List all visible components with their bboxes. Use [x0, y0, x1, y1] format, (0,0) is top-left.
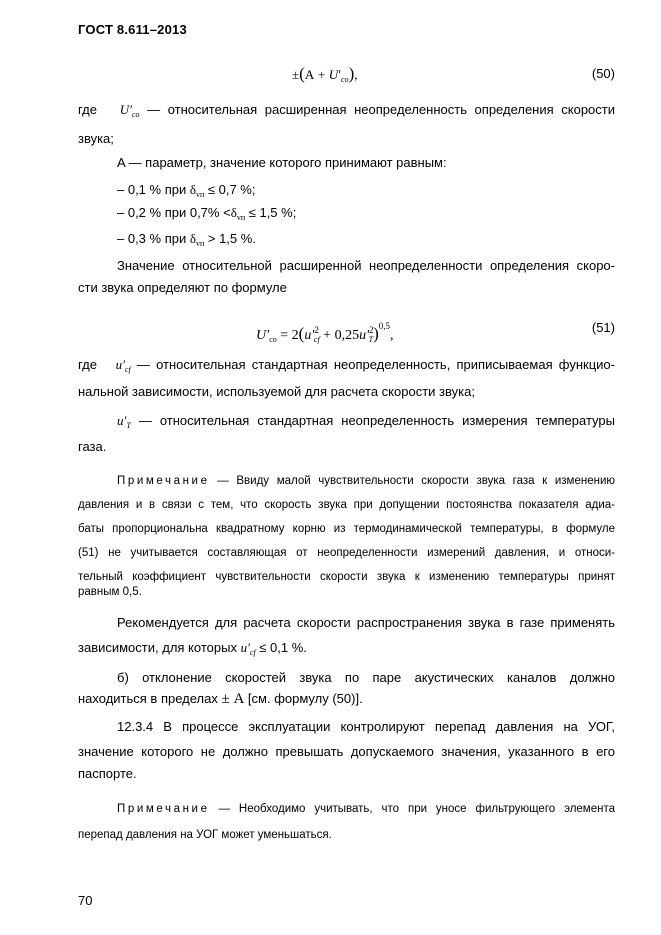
clause-12-3-4-line-3: паспорте.	[78, 766, 137, 781]
note-1-line-2: давления и в связи с тем, что скорость звука при допущении постоянства показателя адиа-	[78, 499, 615, 511]
equation-50: $\pm(A + U'_{co})$,	[292, 64, 358, 84]
note-2-line-1: Примечание — Необходимо учитывать, что при уносе фильтрующего элемента	[117, 803, 615, 815]
case-1: – 0,1 % при $\delta_{vп} \le 0,7$ %;	[117, 182, 256, 199]
document-header: ГОСТ 8.611–2013	[78, 22, 187, 37]
definition-uco-cont: звука;	[78, 131, 114, 146]
page-number: 70	[78, 893, 93, 908]
recommendation-line-2: зависимости, для которых $u'_{cf} \le 0,1$ %.	[78, 640, 307, 657]
definition-ut: $u'_T$ — относительная стандартная неопределенность измерения температуры	[117, 413, 615, 430]
param-a-text: A — параметр, значение которого принимают равным:	[117, 155, 447, 170]
equation-50-number: (50)	[591, 66, 615, 81]
note-1-line-5: тельный коэффициент чувствительности скорости звука к изменению температуры принят	[78, 571, 615, 583]
equation-51-number: (51)	[591, 320, 615, 335]
clause-12-3-4-line-2: значение которого не должно превышать допускаемого значения, указанного в его	[78, 744, 615, 759]
equation-51: $U'_{co} = 2(u'^2_{cf} + 0,25u'^2_T)^{0,5}$,	[256, 321, 394, 344]
case-3: – 0,3 % при $\delta_{vп} > 1,5$ %.	[117, 231, 256, 248]
definition-uco: где $U'_{co}$ — относительная расширенная неопределенность определения скорости	[78, 102, 615, 119]
paragraph-formula-intro-l1: Значение относительной расширенной неопределенности определения скоро-	[117, 258, 615, 273]
note-1-line-3: баты пропорциональна квадратному корню из термодинамической температуры, в формуле	[78, 523, 615, 535]
definition-ucf: где $u'_{cf}$ — относительная стандартная неопределенность, приписываемая функцио-	[78, 357, 615, 374]
note-1-line-1: Примечание — Ввиду малой чувствительности скорости звука газа к изменению	[117, 475, 615, 487]
item-b-line-2: находиться в пределах ± A [см. формулу (50)].	[78, 691, 363, 707]
paragraph-formula-intro-l2: сти звука определяют по формуле	[78, 280, 287, 295]
clause-12-3-4-line-1: 12.3.4 В процессе эксплуатации контролируют перепад давления на УОГ,	[117, 719, 615, 734]
item-b-line-1: б) отклонение скоростей звука по паре акустических каналов должно	[117, 670, 615, 685]
recommendation-line-1: Рекомендуется для расчета скорости распространения звука в газе применять	[117, 615, 615, 630]
note-1-line-4: (51) не учитывается составляющая от неопределенности измерений давления, и относи-	[78, 547, 615, 559]
definition-ucf-cont: нальной зависимости, используемой для расчета скорости звука;	[78, 384, 475, 399]
note-2-line-2: перепад давления на УОГ может уменьшаться.	[78, 829, 332, 841]
definition-ut-cont: газа.	[78, 439, 107, 454]
case-2: – 0,2 % при $0,7\% <\delta_{vп} \le 1,5$ %;	[117, 205, 297, 222]
note-1-line-6: равным 0,5.	[78, 586, 142, 598]
